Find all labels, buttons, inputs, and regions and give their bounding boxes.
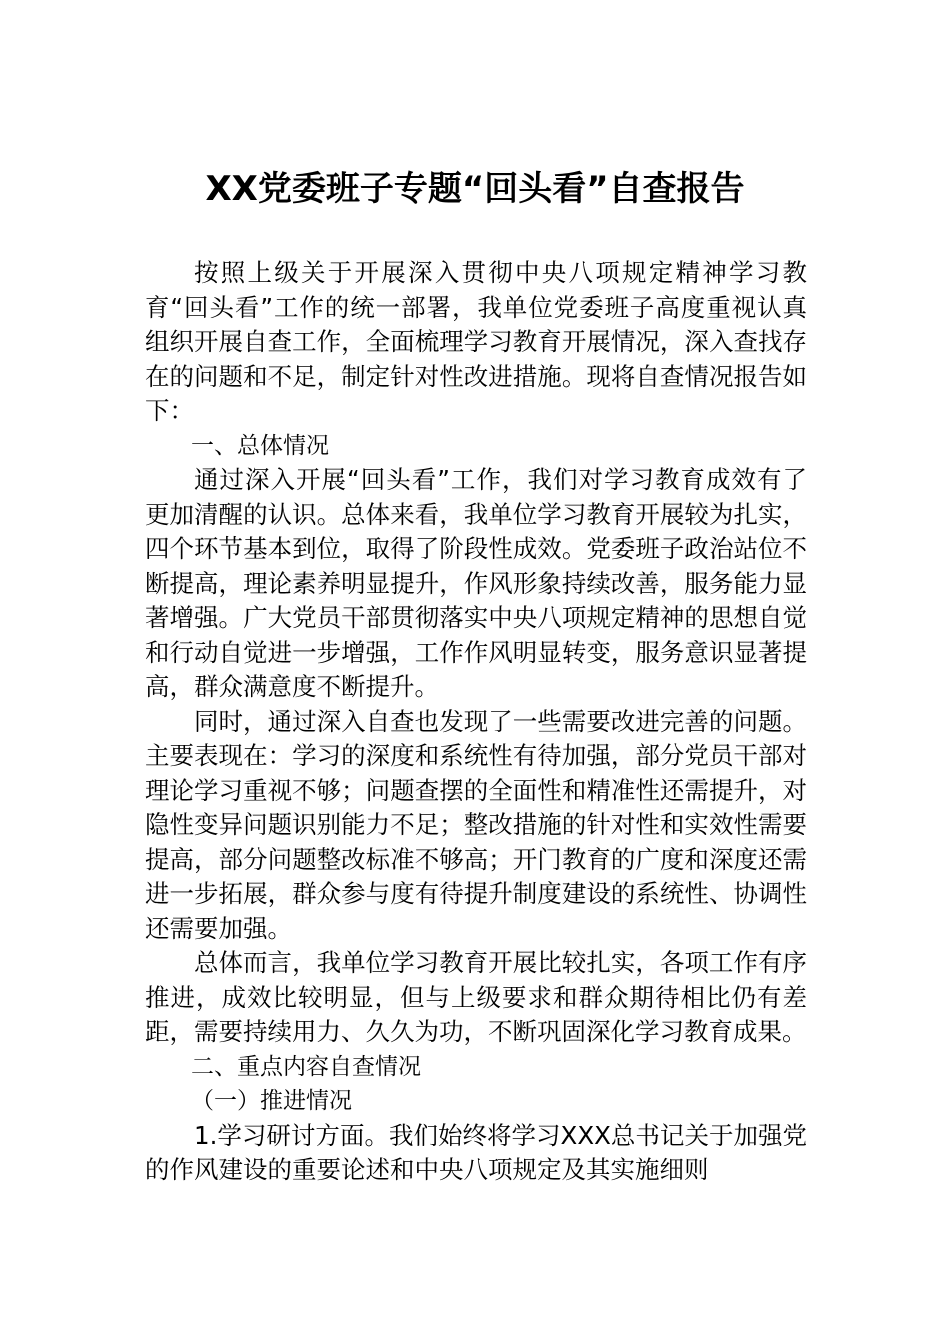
- summary-paragraph: 总体而言，我单位学习教育开展比较扎实，各项工作有序推进，成效比较明显，但与上级要求和群众期待相比仍有差距，需要持续用力、久久为功，不断巩固深化学习教育成果。: [145, 948, 807, 1046]
- document-title: XX党委班子专题“回头看”自查报告: [205, 169, 745, 209]
- document-body: [145, 256, 807, 1188]
- intro-paragraph: 按照上级关于开展深入贯彻中央八项规定精神学习教育“回头看”工作的统一部署，我单位党委班子高度重视认真组织开展自查工作，全面梳理学习教育开展情况，深入查找存在的问题和不足，制定针对性改进措施。现将自查情况报告如下：: [145, 258, 807, 425]
- section-heading-overall: 一、总体情况: [191, 432, 329, 459]
- overall-paragraph: 通过深入开展“回头看”工作，我们对学习教育成效有了更加清醒的认识。总体来看，我单位学习教育开展较为扎实，四个环节基本到位，取得了阶段性成效。党委班子政治站位不断提高，理论素养明显提升，作风形象持续改善，服务能力显著增强。广大党员干部贯彻落实中央八项规定精神的思想自觉和行动自觉进一步增强，工作作风明显转变，服务意识显著提高，群众满意度不断提升。: [145, 465, 807, 701]
- problems-paragraph: 同时，通过深入自查也发现了一些需要改进完善的问题。主要表现在：学习的深度和系统性有待加强，部分党员干部对理论学习重视不够；问题查摆的全面性和精准性还需提升，对隐性变异问题识别能力不足；整改措施的针对性和实效性需要提高，部分问题整改标准不够高；开门教育的广度和深度还需进一步拓展，群众参与度有待提升制度建设的系统性、协调性还需要加强。: [145, 706, 807, 943]
- subsection-heading-progress: （一）推进情况: [191, 1088, 352, 1114]
- study-paragraph: 1.学习研讨方面。我们始终将学习XXX总书记关于加强党的作风建设的重要论述和中央八项规定及其实施细则: [145, 1120, 807, 1184]
- section-heading-key-content: 二、重点内容自查情况: [191, 1053, 421, 1080]
